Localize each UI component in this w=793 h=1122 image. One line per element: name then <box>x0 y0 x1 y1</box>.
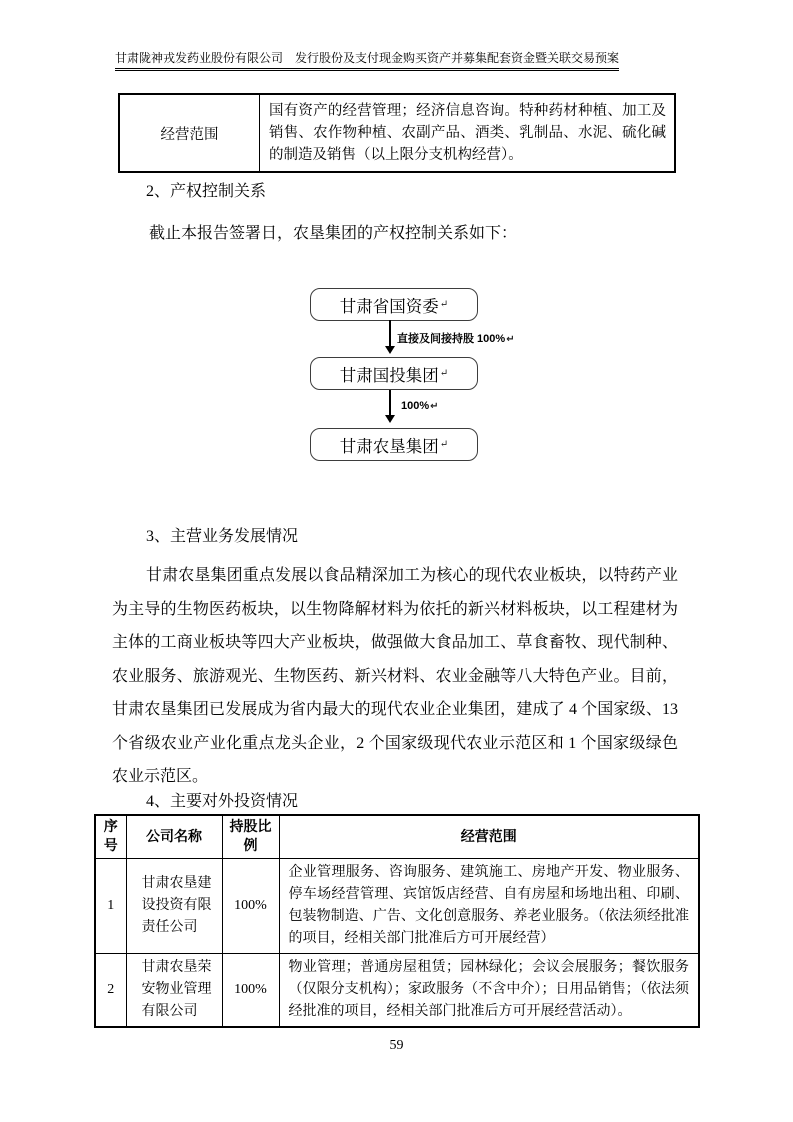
section3-heading: 3、主营业务发展情况 <box>146 528 299 545</box>
flow-node-label: 甘肃国投集团 <box>339 365 439 385</box>
flow-node-label: 甘肃省国资委 <box>339 296 439 316</box>
flow-node-label: 甘肃农垦集团 <box>339 436 439 456</box>
section2-intro: 截止本报告签署日，农垦集团的产权控制关系如下： <box>149 225 518 242</box>
cell-scope: 企业管理服务、咨询服务、建筑施工、房地产开发、物业服务、停车场经营管理、宾馆饭店经营、自有房屋和场地出租、印刷、包装物制造、广告、文化创意服务、养老业服务。（依法须经批准的项目，经相关部门批准后方可开展经营） <box>279 859 699 954</box>
section3-paragraph: 甘肃农垦集团重点发展以食品精深加工为核心的现代农业板块，以特药产业为主导的生物医药板块，以生物降解材料为依托的新兴材料板块，以工程建材为主体的工商业板块等四大产业板块，做强做大食品加工、草食畜牧、现代制种、农业服务、旅游观光、生物医药、新兴材料、农业金融等八大特色产业。目前，甘肃农垦集团已发展成为省内最大的现代农业企业集团，建成了 4 个国家级、13 个省级农业产业化重点龙头企业，2 个国家级现代农业示范区和 1 个国家级绿色农业示范区。 <box>112 567 678 785</box>
table-row <box>95 859 699 954</box>
paragraph-mark: ↵ <box>430 401 439 412</box>
flow-node-gansu-nongken <box>310 428 478 461</box>
edge-label-text: 直接及间接持股 100% <box>397 333 506 345</box>
header-ratio: 持股比例 <box>222 815 279 859</box>
scope-label-cell: 经营范围 <box>119 94 260 172</box>
flow-connector-line <box>389 390 391 416</box>
arrow-down-icon <box>385 415 395 423</box>
section4-heading: 4、主要对外投资情况 <box>146 793 299 810</box>
cell-ratio: 100% <box>222 954 279 1028</box>
paragraph-mark: ↵ <box>439 368 449 379</box>
page-number: 59 <box>389 1038 404 1053</box>
business-scope-table <box>118 93 676 173</box>
flow-edge-label <box>397 330 515 346</box>
cell-scope: 物业管理；普通房屋租赁；园林绿化；会议会展服务；餐饮服务（仅限分支机构）；家政服务（不含中介）；日用品销售；（依法须经批准的项目，经相关部门批准后方可开展经营活动）。 <box>279 954 699 1028</box>
arrow-down-icon <box>385 346 395 354</box>
scope-value-cell: 国有资产的经营管理；经济信息咨询。特种药材种植、加工及销售、农作物种植、农副产品、酒类、乳制品、水泥、硫化碱的制造及销售（以上限分支机构经营）。 <box>260 94 676 172</box>
header-no: 序号 <box>95 815 126 859</box>
cell-no: 2 <box>95 954 126 1028</box>
header-scope: 经营范围 <box>279 815 699 859</box>
running-header-title: 甘肃陇神戎发药业股份有限公司 发行股份及支付现金购买资产并募集配套资金暨关联交易预案 <box>115 49 619 71</box>
cell-ratio: 100% <box>222 859 279 954</box>
investments-table <box>94 814 700 1028</box>
paragraph-mark: ↵ <box>439 439 449 450</box>
header-company: 公司名称 <box>126 815 222 859</box>
flow-edge-label <box>401 400 439 412</box>
section2-heading: 2、产权控制关系 <box>146 183 267 200</box>
paragraph-mark: ↵ <box>506 334 515 345</box>
flow-node-gansu-guotou <box>310 357 478 390</box>
edge-label-text: 100% <box>401 400 430 412</box>
paragraph-mark: ↵ <box>439 299 449 310</box>
running-header <box>115 49 620 71</box>
flow-connector-line <box>389 320 391 347</box>
table-row <box>95 954 699 1028</box>
cell-no: 1 <box>95 859 126 954</box>
table-header-row <box>95 815 699 859</box>
flow-node-gansu-sasac <box>310 288 478 321</box>
cell-company: 甘肃农垦建设投资有限责任公司 <box>126 859 222 954</box>
table-row <box>119 94 675 172</box>
cell-company: 甘肃农垦荣安物业管理有限公司 <box>126 954 222 1028</box>
